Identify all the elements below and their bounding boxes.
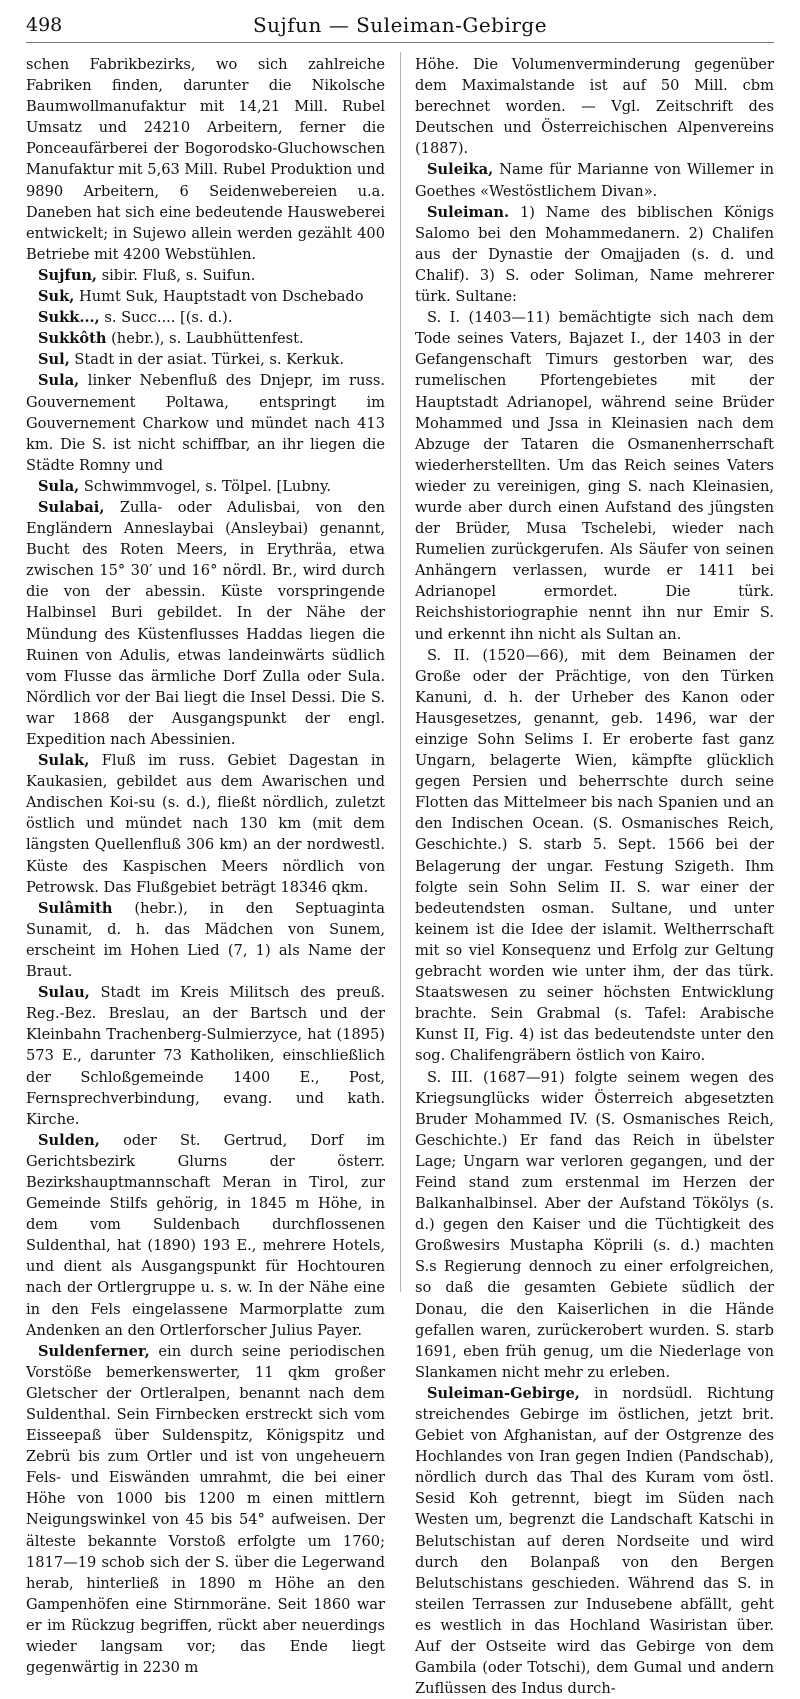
entry-text: Zulla- oder Adulisbai, von den Engländern Anneslaybai (Ansleybai) genannt, Bucht des Roten Meers, in Erythräa, etwa zwischen 15° 30′ und 16° nördl. Br., wird durch die von der abessin. Küste vorspringende Halbinsel Buri gebildet. In der Nähe der Mündung des Küstenflusses Haddas liegen die Ruinen von Adulis, etwas landeinwärts südlich vom Flusse das ärmliche Dorf Zulla oder Sula. Nördlich vor der Bai liegt die Insel Dessi. Die S. war 1868 der Ausgangspunkt der engl. Expedition nach Abessinien. (26, 498, 385, 748)
left-column (26, 54, 385, 1678)
entry-paragraph (415, 1067, 774, 1383)
entry-text: oder St. Gertrud, Dorf im Gerichtsbezirk Glurns der österr. Bezirkshauptmannschaft Meran in Tirol, zur Gemeinde Stilfs gehörig, in 1845 m Höhe, in dem vom Suldenbach durchflossenen Suldenthal, hat (1890) 193 E., mehrere Hotels, und dient als Ausgangspunkt für Hochtouren nach der Ortlergruppe u. s. w. In der Nähe eine in den Fels eingelassene Marmorplatte zum Andenken an den Ortlerforscher Julius Payer. (26, 1131, 385, 1339)
entry-text: Fluß im russ. Gebiet Dagestan in Kaukasien, gebildet aus dem Awarischen und Andischen Koi-su (s. d.), fließt nördlich, zuletzt östlich und mündet nach 130 km (mit dem längsten Quellenfluß 306 km) an der nordwestl. Küste des Kaspischen Meers nördlich von Petrowsk. Das Flußgebiet beträgt 18346 qkm. (26, 752, 385, 896)
entry-paragraph (415, 54, 774, 159)
entry-paragraph (26, 328, 385, 349)
entry-paragraph: schen Fabrikbezirks, wo sich zahlreiche Fabriken finden, darunter die Nikolsche Baumwollmanufaktur mit 14,21 Mill. Rubel Umsatz und 24210 Arbeitern, ferner die Ponceaufärberei der Bogorodsko-Gluchowschen Manufaktur mit 5,63 Mill. Rubel Produktion und 9890 Arbeitern, 6 Seidenwebereien u.a. Daneben hat sich eine bedeutende Hausweberei entwickelt; in Sujewo allein werden gezählt 400 Betriebe mit 4200 Webstühlen. (26, 56, 385, 263)
entry-paragraph (26, 349, 385, 370)
entry-headword: Sulâmith (38, 899, 113, 917)
entry-headword: Suk, (38, 288, 75, 306)
entry-text: (hebr.), s. Laubhüttenfest. (106, 330, 304, 348)
entry-paragraph (415, 159, 774, 201)
entry-paragraph (26, 286, 385, 307)
entry-text: S. I. (1403—11) bemächtigte sich nach dem Tode seines Vaters, Bajazet I., der 1403 in der Gefangenschaft Timurs gestorben war, des rumelischen Pfortengebietes mit der Hauptstadt Adrianopel, während seine Brüder Mohammed und Jssa in Kleinasien nach dem Abzuge der Tataren die Osmanenherrschaft wiederherstellten. Um das Reich seines Vaters wieder zu vereinigen, ging S. nach Kleinasien, wurde aber durch einen Aufstand des jüngsten der Brüder, Musa Tschelebi, wieder nach Rumelien zurückgerufen. Als Säufer von seinen Anhängern verlassen, wurde er 1411 bei Adrianopel ermordet. Die türk. Reichshistoriographie nennt ihn nur Emir S. und erkennt ihn nicht als Sultan an. (415, 309, 774, 643)
entry-text: Schwimmvogel, s. Tölpel. [Lubny. (79, 477, 332, 495)
entry-paragraph (26, 982, 385, 1130)
right-column (415, 54, 774, 1699)
entry-text: sibir. Fluß, s. Suifun. (97, 266, 256, 284)
entry-headword: Suleika, (427, 161, 494, 179)
entry-paragraph (26, 750, 385, 898)
entry-paragraph (415, 645, 774, 1067)
entry-headword: Suldenferner, (38, 1342, 150, 1360)
entry-headword: Sul, (38, 351, 70, 369)
entry-headword: Sukk..., (38, 309, 100, 327)
header-rule (26, 42, 774, 43)
entry-headword: Suleiman-Gebirge, (427, 1384, 580, 1402)
entry-headword: Sulabai, (38, 498, 105, 516)
entry-text: s. Succ.... [(s. d.). (99, 309, 233, 327)
entry-headword: Sukkôth (38, 330, 107, 348)
entry-text: (hebr.), in den Septuaginta Sunamit, d. h. das Mädchen von Sunem, erscheint im Hohen Lied (7, 1) als Name der Braut. (26, 899, 385, 981)
entry-text: Name für Marianne von Willemer in Goethes «Westöstlichem Divan». (415, 161, 774, 200)
entry-headword: Sula, (38, 477, 80, 495)
column-divider (400, 52, 401, 1292)
running-title: Sujfun — Suleiman-Gebirge (252, 13, 548, 37)
entry-headword: Suleiman. (427, 203, 510, 221)
entry-text: S. III. (1687—91) folgte seinem wegen des Kriegsunglücks wider Österreich abgesetzten Bruder Mohammed IV. (S. Osmanisches Reich, Geschichte.) Er fand das Reich in übelster Lage; Ungarn war verloren gegangen, und der Feind stand zum erstenmal im Herzen der Balkanhalbinsel. Aber der Aufstand Tökölys (s. d.) gegen den Kaiser und die Tüchtigkeit des Großwesirs Mustapha Köprili (s. d.) machten S.s Regierung dennoch zu einer erfolgreichen, so daß die gesamten Gebiete südlich der Donau, die den Kaiserlichen in die Hände gefallen waren, zurückerobert wurden. S. starb 1691, eben früh genug, um die Niederlage von Slankamen nicht mehr zu erleben. (415, 1068, 774, 1381)
entry-paragraph (26, 497, 385, 750)
entry-paragraph (26, 307, 385, 328)
entry-headword: Sulak, (38, 752, 90, 770)
entry-text: linker Nebenfluß des Dnjepr, im russ. Gouvernement Poltawa, entspringt im Gouvernement Charkow und mündet nach 413 km. Die S. ist nicht schiffbar, an ihr liegen die Städte Romny und (26, 372, 385, 474)
entry-paragraph (26, 1341, 385, 1679)
entry-paragraph (415, 307, 774, 645)
entry-text: S. II. (1520—66), mit dem Beinamen der Große oder der Prächtige, von den Türken Kanuni, d. h. der Urheber des Kanon oder Hausgesetzes, genannt, geb. 1496, war der einzige Sohn Selims I. Er eroberte fast ganz Ungarn, belagerte Wien, kämpfte glücklich gegen Persien und beherrschte durch seine Flotten das Mittelmeer bis nach Spanien und an den Indischen Ocean. (S. Osmanisches Reich, Geschichte.) S. starb 5. Sept. 1566 bei der Belagerung der ungar. Festung Szigeth. Ihm folgte sein Sohn Selim II. S. war einer der bedeutendsten osman. Sultane, und unter keinem ist die Idee der islamit. Weltherrschaft mit so viel Konsequenz und Erfolg zur Geltung gebracht worden wie unter ihm, der das türk. Staatswesen zu seiner höchsten Entwicklung brachte. Sein Grabmal (s. Tafel: Arabische Kunst II, Fig. 4) ist das bedeutendste unter den sog. Chalifengräbern östlich von Kairo. (415, 646, 774, 1065)
entry-headword: Sulden, (38, 1131, 100, 1149)
entry-paragraph (26, 898, 385, 982)
entry-text: Humt Suk, Hauptstadt von Dschebado (74, 288, 364, 306)
page-number: 498 (26, 14, 63, 36)
entry-paragraph (26, 476, 385, 497)
entry-paragraph (26, 265, 385, 286)
entry-headword: Sula, (38, 372, 80, 390)
page-header (26, 10, 774, 40)
entry-text: Stadt in der asiat. Türkei, s. Kerkuk. (69, 351, 344, 369)
entry-paragraph (26, 370, 385, 475)
entry-headword: Sujfun, (38, 266, 98, 284)
entry-text: Stadt im Kreis Militsch des preuß. Reg.-Bez. Breslau, an der Bartsch und der Kleinbahn Trachenberg-Sulmierzyce, hat (1895) 573 E., darunter 73 Katholiken, einschließlich der Schloßgemeinde 1400 E., Post, Fernsprechverbindung, evang. und kath. Kirche. (26, 984, 385, 1128)
entry-paragraph (415, 202, 774, 307)
entry-paragraph (26, 1130, 385, 1341)
entry-text: ein durch seine periodischen Vorstöße bemerkenswerter, 11 qkm großer Gletscher der Ortleralpen, benannt nach dem Suldenthal. Sein Firnbecken erstreckt sich vom Eisseepaß über Suldenspitz, Königspitz und Zebrü bis zum Ortler und ist von ungeheuern Fels- und Eiswänden umrahmt, die bei einer Höhe von 1000 bis 1200 m einen mittlern Neigungswinkel von 45 bis 54° aufweisen. Der älteste bekannte Vorstoß erfolgte um 1760; 1817—19 schob sich der S. über die Legerwand herab, hinterließ in 1890 m Höhe an den Gampenhöfen eine Stirnmoräne. Seit 1860 war er im Rückzug begriffen, rückt aber neuerdings wieder langsam vor; das Ende liegt gegenwärtig in 2230 m (26, 1342, 385, 1677)
entry-text: in nordsüdl. Richtung streichendes Gebirge im östlichen, jetzt brit. Gebiet von Afghanistan, auf der Ostgrenze des Hochlandes von Iran gegen Indien (Pandschab), nördlich durch das Thal des Kuram vom östl. Sesid Koh getrennt, biegt im Süden nach Westen um, begrenzt die Landschaft Katschi in Belutschistan auf deren Nordseite und wird durch den Bolanpaß von den Bergen Belutschistans geschieden. Während das S. in steilen Terrassen zur Indusebene abfällt, geht es westlich in das Hochland Wasiristan über. Auf der Ostseite wird das Gebirge von dem Gambila (oder Totschi), dem Gumal und andern Zuflüssen des Indus durch- (415, 1384, 774, 1698)
entry-text: Höhe. Die Volumenverminderung gegenüber dem Maximalstande ist auf 50 Mill. cbm berechnet worden. — Vgl. Zeitschrift des Deutschen und Österreichischen Alpenvereins (1887). (415, 56, 774, 158)
entry-paragraph (415, 1383, 774, 1699)
entry-text: 1) Name des biblischen Königs Salomo bei den Mohammedanern. 2) Chalifen aus der Dynastie der Omajjaden (s. d. und Chalif). 3) S. oder Soliman, Name mehrerer türk. Sultane: (415, 203, 774, 306)
entry-headword: Sulau, (38, 984, 90, 1002)
